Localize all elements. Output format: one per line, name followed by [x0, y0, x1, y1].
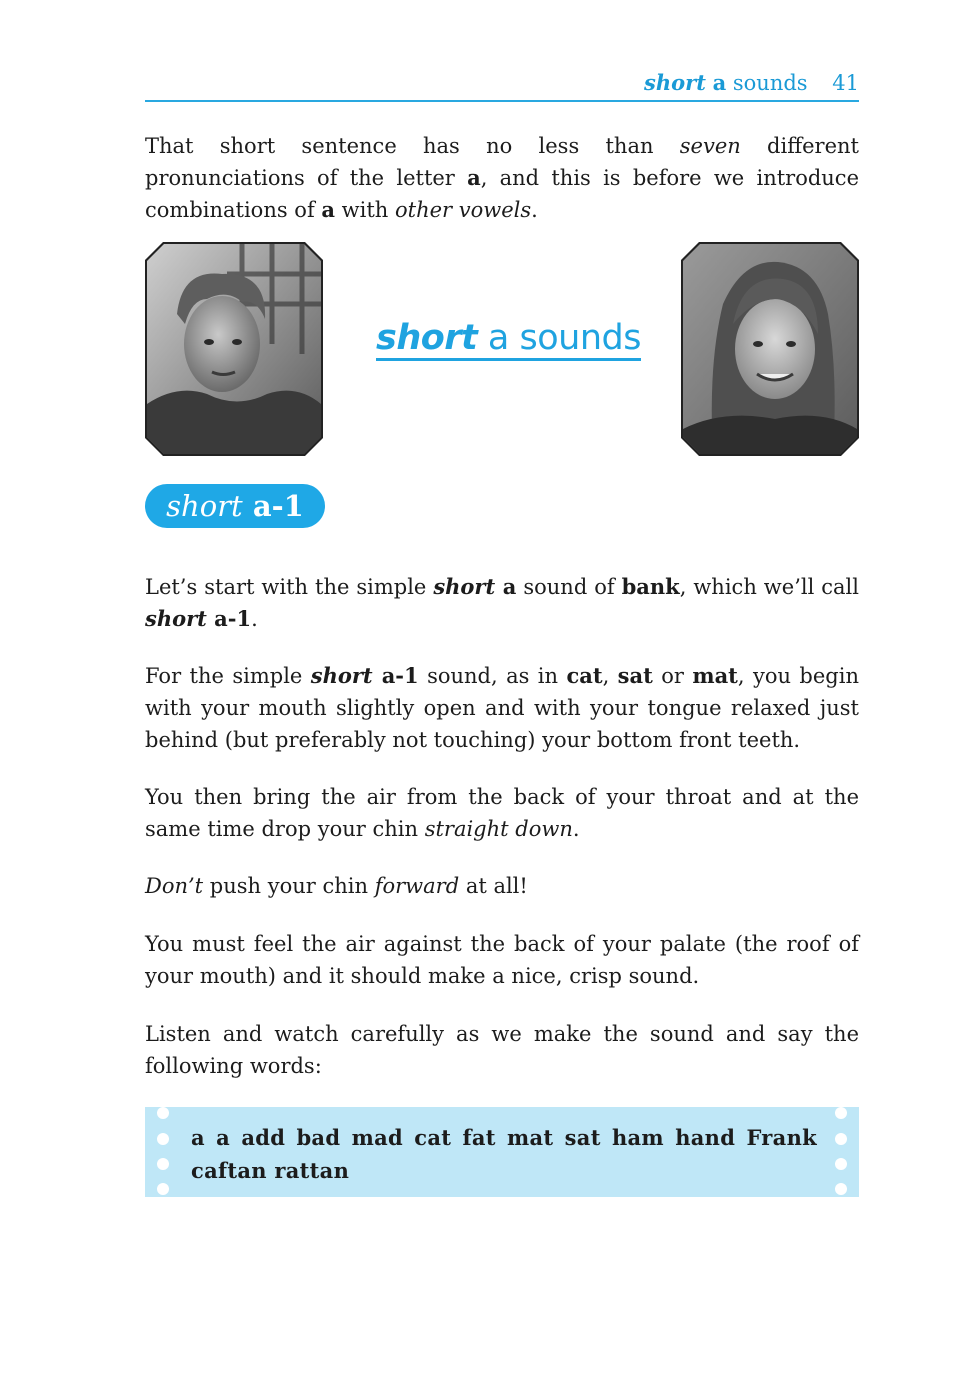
box-dot [157, 1107, 169, 1119]
paragraph-2: For the simple short a-1 sound, as in cat, sat or mat, you begin with your mouth slightly open and with your tongue relaxed just behind (but preferably not touching) your bottom front teeth. [145, 663, 859, 752]
box-dot [157, 1183, 169, 1195]
subsection-badge: short a-1 [145, 484, 325, 528]
photo-woman [681, 242, 859, 456]
section-title: short a sounds [376, 318, 641, 361]
box-dot [835, 1183, 847, 1195]
word-list: a a add bad mad cat fat mat sat ham hand Frank caftan rattan [191, 1125, 817, 1183]
page-number: 41 [832, 71, 859, 95]
header-short: short [644, 70, 706, 95]
paragraph-3: You then bring the air from the back of your throat and at the same time drop your chin straight down. [145, 785, 859, 841]
paragraph-4: Don’t push your chin forward at all! [145, 874, 528, 898]
photo-man [145, 242, 323, 456]
box-dot [157, 1133, 169, 1145]
paragraph-5: You must feel the air against the back of your palate (the roof of your mouth) and it should make a nice, crisp sound. [145, 932, 859, 988]
box-dot [157, 1158, 169, 1170]
box-dot [835, 1133, 847, 1145]
paragraph-1: Let’s start with the simple short a sound of bank, which we’ll call short a-1. [145, 574, 859, 631]
paragraph-6: Listen and watch carefully as we make the sound and say the following words: [145, 1022, 859, 1078]
woman-portrait-image [683, 244, 857, 454]
running-header [145, 70, 859, 102]
word-list-box [145, 1107, 859, 1197]
box-dot [835, 1158, 847, 1170]
box-dot [835, 1107, 847, 1119]
header-title-rest: sounds [726, 71, 808, 95]
intro-paragraph: That short sentence has no less than seven different pronunciations of the letter a, and this is before we introduce combinations of a with other vowels. [145, 134, 859, 222]
header-a: a [712, 70, 727, 95]
man-portrait-image [147, 244, 321, 454]
